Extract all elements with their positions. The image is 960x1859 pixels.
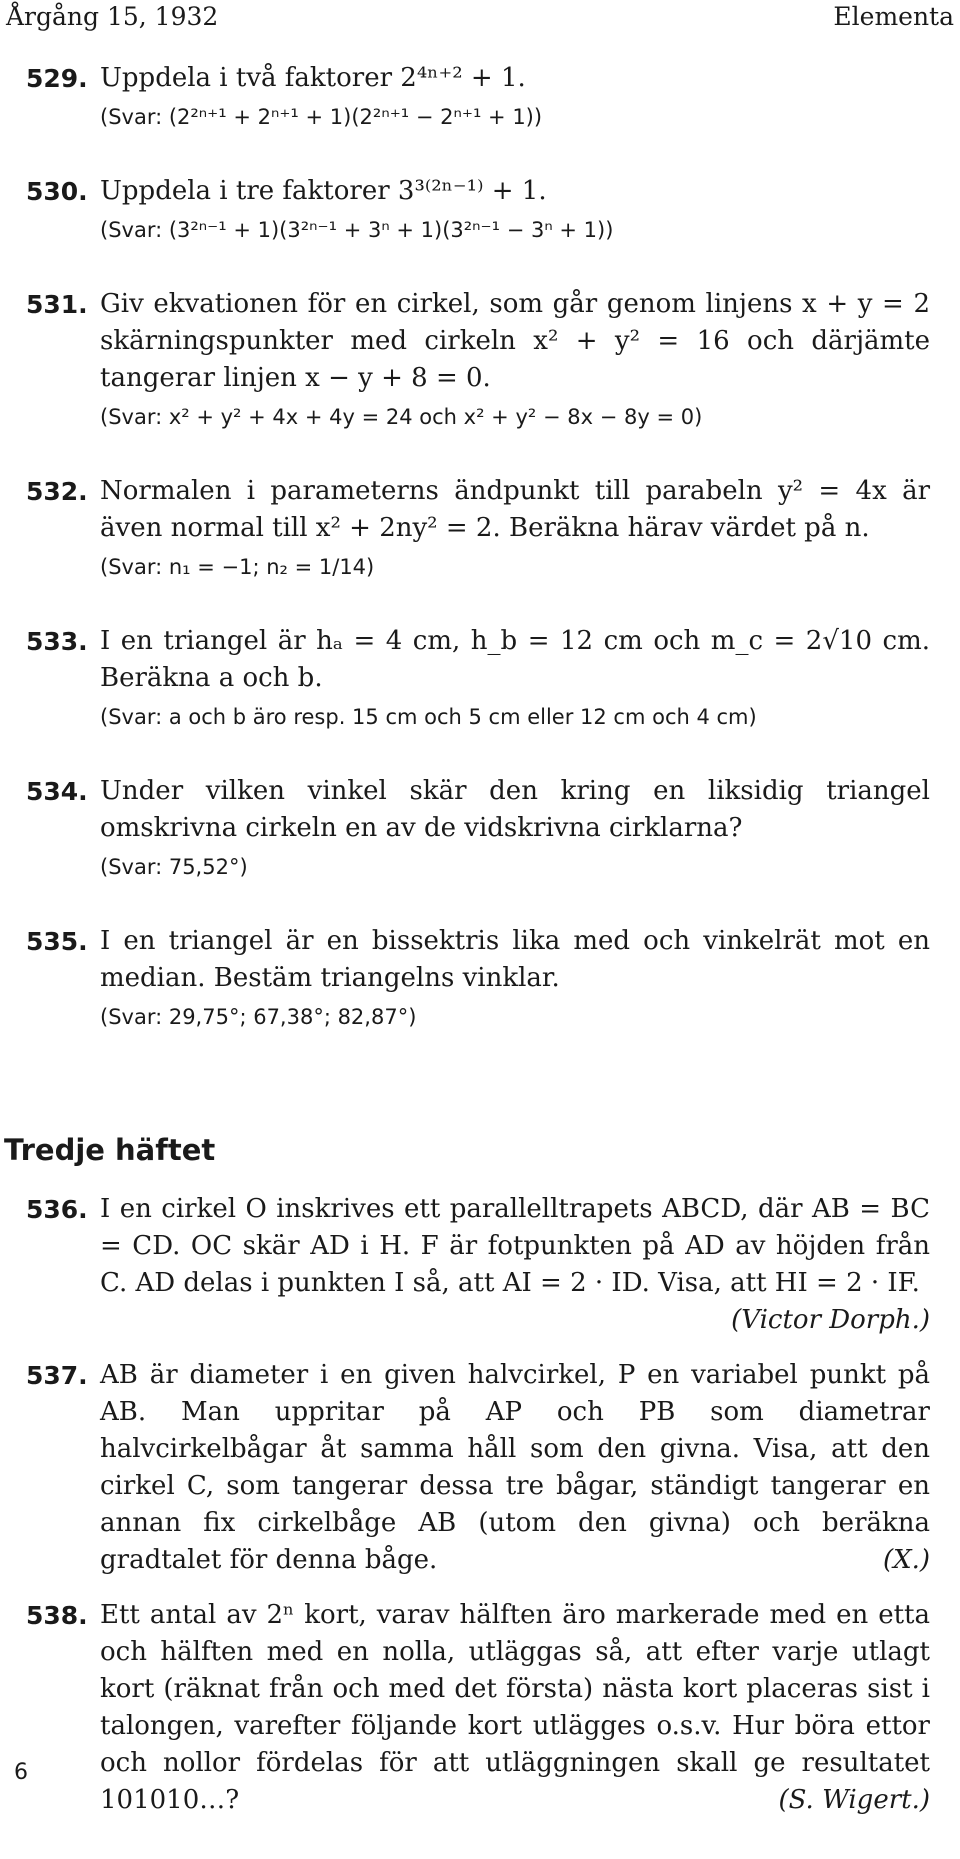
problem-statement: Under vilken vinkel skär den kring en liksidig triangel omskrivna cirkeln en av de vidskrivna cirklarna? bbox=[100, 776, 930, 843]
problem-body bbox=[100, 60, 930, 133]
problem-statement-text: AB är diameter i en given halvcirkel, P en variabel punkt på AB. Man uppritar på AP och PB som diametrar halvcirkelbågar åt samma håll som den givna. Visa, att den cirkel C, som tangerar dessa tre bågar, ständigt tangerar en annan fix cirkelbåge AB (utom den givna) och beräkna gradtalet för denna båge. bbox=[100, 1360, 930, 1575]
problem-statement: Normalen i parameterns ändpunkt till parabeln y² = 4x är även normal till x² + 2ny² = 2. Beräkna härav värdet på n. bbox=[100, 476, 930, 543]
section-heading: Tredje häftet bbox=[4, 1133, 216, 1167]
problem-number: 537. bbox=[26, 1361, 88, 1390]
problem-statement-text: Ett antal av 2ⁿ kort, varav hälften äro markerade med en etta och hälften med en nolla, utläggas så, att efter varje utlagt kort (räknat från och med det första) nästa kort placeras sist i talongen, varefter följande kort utlägges o.s.v. Hur böra ettor och nollor fördelas för att utläggningen skall ge resultatet 101010…? bbox=[100, 1600, 930, 1815]
problem-body bbox=[100, 923, 930, 1033]
problem-538 bbox=[0, 1597, 960, 1819]
problem-body bbox=[100, 473, 930, 583]
problem-answer: (Svar: (2²ⁿ⁺¹ + 2ⁿ⁺¹ + 1)(2²ⁿ⁺¹ − 2ⁿ⁺¹ + 1)) bbox=[100, 105, 543, 129]
problem-statement bbox=[100, 1357, 930, 1579]
problem-body bbox=[100, 173, 930, 246]
running-header bbox=[6, 2, 954, 36]
problem-529 bbox=[0, 60, 960, 133]
problem-536 bbox=[0, 1191, 960, 1339]
problem-number: 529. bbox=[26, 64, 88, 93]
problem-statement: I en triangel är en bissektris lika med och vinkelrät mot en median. Bestäm triangelns vinklar. bbox=[100, 926, 930, 993]
problem-answer: (Svar: 29,75°; 67,38°; 82,87°) bbox=[100, 1005, 417, 1029]
problem-535 bbox=[0, 923, 960, 1033]
problem-number: 538. bbox=[26, 1601, 88, 1630]
problem-statement: I en triangel är hₐ = 4 cm, h_b = 12 cm och m_c = 2√10 cm. Beräkna a och b. bbox=[100, 626, 930, 693]
problem-answer: (Svar: n₁ = −1; n₂ = 1/14) bbox=[100, 555, 375, 579]
problem-answer: (Svar: (3²ⁿ⁻¹ + 1)(3²ⁿ⁻¹ + 3ⁿ + 1)(3²ⁿ⁻¹ − 3ⁿ + 1)) bbox=[100, 218, 614, 242]
problem-537 bbox=[0, 1357, 960, 1579]
problem-statement: I en cirkel O inskrives ett parallelltrapets ABCD, där AB = BC = CD. OC skär AD i H. F är fotpunkten på AD av höjden från C. AD delas i punkten I så, att AI = 2 · ID. Visa, att HI = 2 · IF. bbox=[100, 1194, 930, 1298]
problem-answer: (Svar: x² + y² + 4x + 4y = 24 och x² + y² − 8x − 8y = 0) bbox=[100, 405, 703, 429]
problem-532 bbox=[0, 473, 960, 583]
problem-533 bbox=[0, 623, 960, 733]
problem-number: 530. bbox=[26, 177, 88, 206]
problem-body bbox=[100, 773, 930, 883]
journal-volume: Årgång 15, 1932 bbox=[6, 2, 219, 31]
problem-body bbox=[100, 286, 930, 433]
problem-534 bbox=[0, 773, 960, 883]
problem-author: (X.) bbox=[882, 1545, 930, 1575]
problem-author: (S. Wigert.) bbox=[778, 1785, 930, 1815]
problem-530 bbox=[0, 173, 960, 246]
problem-statement: Uppdela i tre faktorer 3³⁽²ⁿ⁻¹⁾ + 1. bbox=[100, 176, 547, 206]
problem-body bbox=[100, 1597, 930, 1819]
problem-statement bbox=[100, 1597, 930, 1819]
problem-body bbox=[100, 623, 930, 733]
journal-name: Elementa bbox=[833, 2, 954, 31]
problem-answer: (Svar: a och b äro resp. 15 cm och 5 cm eller 12 cm och 4 cm) bbox=[100, 705, 757, 729]
problem-body bbox=[100, 1357, 930, 1579]
problem-body bbox=[100, 1191, 930, 1339]
problem-number: 535. bbox=[26, 927, 88, 956]
page-content bbox=[0, 60, 960, 1859]
problem-statement: Uppdela i två faktorer 2⁴ⁿ⁺² + 1. bbox=[100, 63, 526, 93]
problem-number: 532. bbox=[26, 477, 88, 506]
problem-number: 533. bbox=[26, 627, 88, 656]
problem-statement: Giv ekvationen för en cirkel, som går genom linjens x + y = 2 skärningspunkter med cirkeln x² + y² = 16 och därjämte tangerar linjen x − y + 8 = 0. bbox=[100, 289, 930, 393]
problem-531 bbox=[0, 286, 960, 433]
page-number: 6 bbox=[14, 1760, 28, 1785]
problem-number: 536. bbox=[26, 1195, 88, 1224]
problem-author: (Victor Dorph.) bbox=[731, 1305, 930, 1335]
problem-number: 531. bbox=[26, 290, 88, 319]
problem-number: 534. bbox=[26, 777, 88, 806]
problem-answer: (Svar: 75,52°) bbox=[100, 855, 248, 879]
